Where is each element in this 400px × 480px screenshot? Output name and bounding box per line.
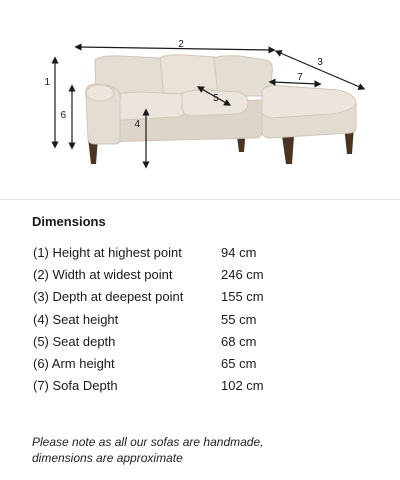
dimension-row (32, 311, 352, 333)
dimension-row (32, 244, 352, 266)
note-line: dimensions are approximate (32, 451, 183, 465)
dimension-value: 246 cm (221, 267, 264, 283)
dimension-label: (4) Seat height (33, 311, 119, 327)
dimension-label: (1) Height at highest point (33, 245, 182, 260)
dimension-value: 55 cm (221, 311, 257, 327)
diagram-label-7: 7 (297, 72, 303, 83)
width-arrow (78, 47, 272, 50)
diagram-label-2: 2 (178, 39, 184, 50)
diagram-label-4: 4 (134, 119, 140, 130)
dimension-row (32, 355, 352, 377)
dimension-value: 65 cm (221, 355, 257, 371)
dimension-row (32, 266, 352, 288)
dimension-label: (7) Sofa Depth (33, 378, 118, 394)
diagram-label-1: 1 (44, 77, 50, 88)
dimension-row (32, 333, 352, 355)
dimension-value: 155 cm (221, 289, 264, 305)
dimension-row (32, 288, 352, 310)
dimension-label: (6) Arm height (33, 355, 115, 371)
dimensions-list (32, 244, 352, 399)
section-divider (0, 199, 400, 200)
dimension-label: (2) Width at widest point (33, 267, 173, 283)
diagram-label-3: 3 (317, 57, 323, 68)
dimension-value: 102 cm (221, 378, 264, 394)
diagram-label-6: 6 (60, 110, 66, 121)
dimension-row (32, 377, 352, 399)
sofa-depth-arrow (272, 82, 318, 84)
dimension-value: 68 cm (221, 333, 257, 349)
sofa-leg (282, 136, 294, 164)
sofa-illustration (0, 0, 400, 200)
note-line: Please note as all our sofas are handmade, (32, 435, 264, 449)
handmade-note (32, 434, 372, 466)
dimension-label: (3) Depth at deepest point (33, 289, 184, 305)
dimension-value: 94 cm (221, 245, 257, 260)
dimensions-heading: Dimensions (32, 214, 106, 229)
sofa-dimension-diagram (0, 0, 400, 200)
dimension-label: (5) Seat depth (33, 333, 116, 349)
arm-roll (86, 85, 114, 101)
seat-cushion (110, 92, 189, 120)
diagram-label-5: 5 (213, 93, 219, 104)
